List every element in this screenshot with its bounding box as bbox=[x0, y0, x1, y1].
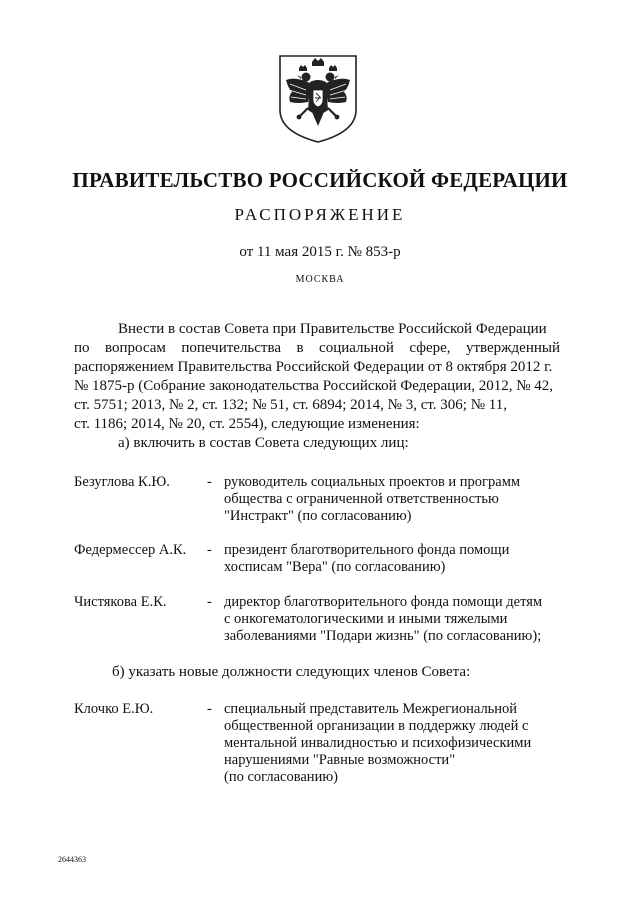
member-name: Чистякова Е.К. bbox=[74, 594, 167, 610]
document-date-number: от 11 мая 2015 г. № 853-р bbox=[239, 244, 401, 260]
member-description: директор благотворительного фонда помощи детям с онкогематологическими и иными тяжелыми заболеваниями "Подари жизнь" (по согласованию); bbox=[224, 594, 543, 644]
intro-paragraph bbox=[74, 320, 560, 453]
section-b bbox=[74, 663, 560, 682]
member-description: специальный представитель Межрегиональной общественной организации в поддержку людей с ментальной инвалидностью и психофизическими нарушениями "Равные возможности" (по согласованию) bbox=[224, 701, 532, 785]
member-name: Федермессер А.К. bbox=[74, 542, 187, 558]
intro-line: распоряжением Правительства Российской Федерации от 8 октября 2012 г. bbox=[74, 359, 553, 375]
member-dash: - bbox=[207, 594, 212, 610]
member-dash: - bbox=[207, 542, 212, 558]
intro-line: ст. 1186; 2014, № 20, ст. 2554), следующие изменения: bbox=[74, 416, 420, 432]
member-description: президент благотворительного фонда помощи хосписам "Вера" (по согласованию) bbox=[224, 542, 510, 575]
member-dash: - bbox=[207, 701, 212, 717]
intro-line: ст. 5751; 2013, № 2, ст. 132; № 51, ст. 6894; 2014, № 3, ст. 306; № 11, bbox=[74, 397, 507, 413]
member-name: Безуглова К.Ю. bbox=[74, 474, 170, 490]
government-title: ПРАВИТЕЛЬСТВО РОССИЙСКОЙ ФЕДЕРАЦИИ bbox=[72, 168, 568, 192]
document-city: МОСКВА bbox=[295, 274, 345, 285]
intro-line: № 1875-р (Собрание законодательства Российской Федерации, 2012, № 42, bbox=[74, 378, 554, 394]
intro-line: Внести в состав Совета при Правительстве Российской Федерации bbox=[118, 321, 547, 337]
intro-line: по вопросам попечительства в социальной сфере, утвержденный bbox=[74, 340, 560, 356]
section-a-heading: а) включить в состав Совета следующих лиц: bbox=[118, 435, 409, 451]
section-b-heading: б) указать новые должности следующих членов Совета: bbox=[112, 664, 471, 680]
double-headed-eagle-coat-of-arms-icon bbox=[272, 52, 364, 146]
document-code: 2644363 bbox=[58, 855, 86, 864]
member-dash: - bbox=[207, 474, 212, 490]
member-name: Клочко Е.Ю. bbox=[74, 701, 154, 717]
document-kind: РАСПОРЯЖЕНИЕ bbox=[234, 205, 406, 224]
member-description: руководитель социальных проектов и программ общества с ограниченной ответственностью "Инстракт" (по согласованию) bbox=[224, 474, 521, 524]
